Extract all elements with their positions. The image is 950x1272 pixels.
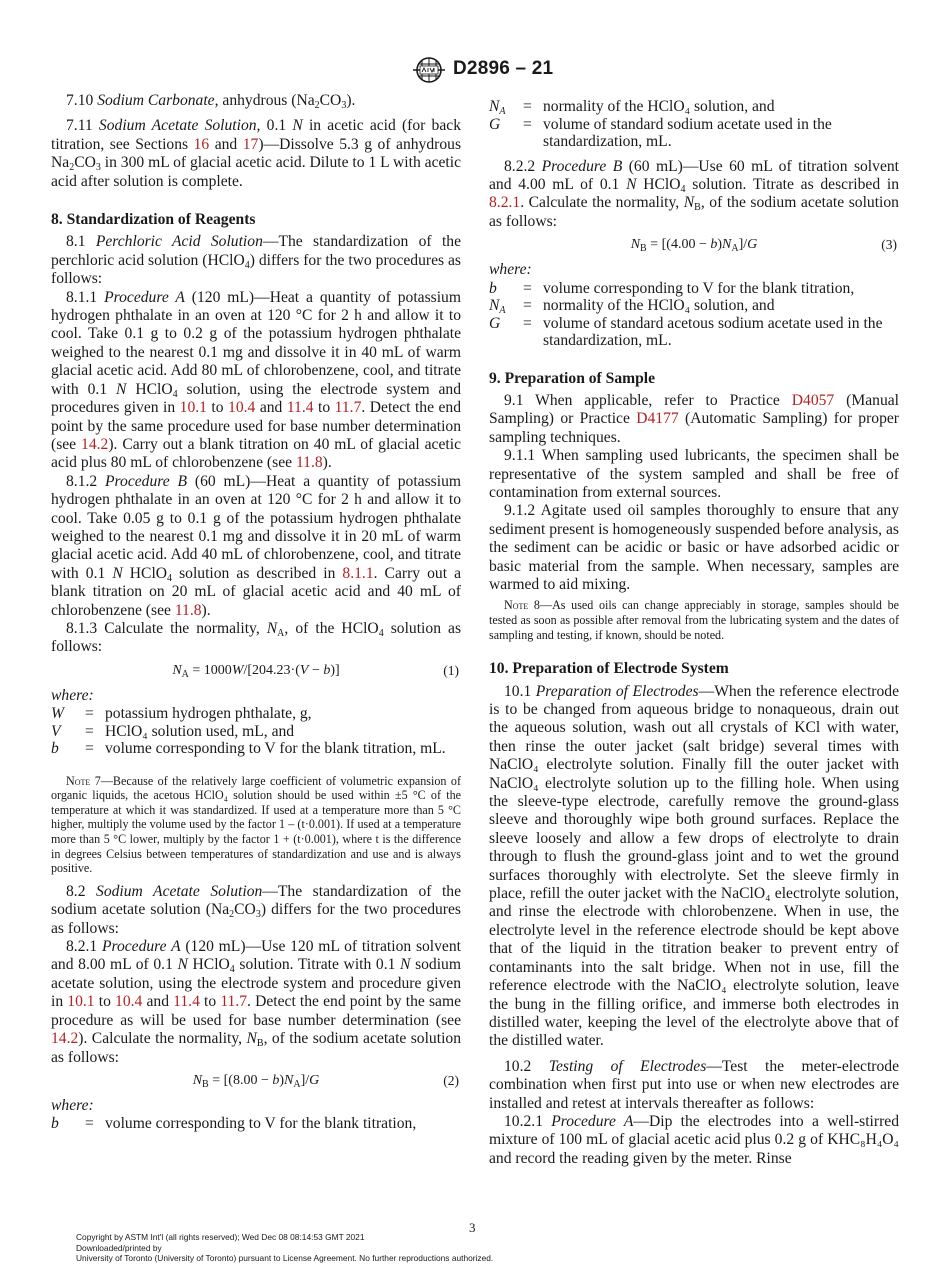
equation-1-expression: $N_A = 1000W/[204.23\cdot(V - b)]$ [172,662,340,680]
variable-list-3: b = volume corresponding to V for the blank titration, $N_A$ = normality of the HClO₄ solution, and G = volume of standard acetous sodium acetate used in the standardization, mL. [489,280,899,350]
link-d4057[interactable]: D4057 [791,391,835,409]
where-label: where: [489,261,532,279]
footer-line-3: University of Toronto (University of Toronto) pursuant to License Agreement. No further reproductions authorized. [76,1253,494,1264]
section-10-1: 10.1 Preparation of Electrodes—When the reference electrode is to be changed from aqueous bridge to nonaqueous, drain out the aqueous solution, wash out all crystals of KCl with water, then rinse the outer jacket (salt bridge) several times with NaClO₄ electrolyte solution. Finally fill the outer jacket with NaClO₄ electrolyte solution up to the filling hole. When using the sleeve-type electrode, carefully remove the ground-glass sleeve and thoroughly wipe both ground surfaces. Replace the sleeve loosely and allow a few drops of electrolyte to drain through to flush the ground-glass joint and to wet the ground surfaces thoroughly with electrolyte. Set the sleeve firmly in place, refill the outer jacket with the NaClO₄ electrolyte solution, and rinse the electrode with chlorobenzene. When in use, the electrolyte level in the reference electrode should be kept above that of the liquid in the titration beaker to prevent entry of contaminants into the salt bridge. When not in use, fill the reference electrode with the NaClO₄ electrolyte solution, leave the bung in the filling orifice, and immerse both electrodes in distilled water, keeping the level of the electrolyte above that of the distilled water. [489,682,899,1050]
equation-2-expression: $N_B = [(8.00 - b)N_A]/G$ [192,1072,320,1090]
link-section-16[interactable]: 16 [193,135,210,153]
variable-list-2: b = volume corresponding to V for the blank titration, [51,1115,461,1133]
variable-description: volume of standard sodium acetate used in the standardization, mL. [543,115,832,150]
footer-line-1: Copyright by ASTM Int'l (all rights reserved); Wed Dec 08 08:14:53 GMT 2021 [76,1232,365,1242]
heading-section-10: 10. Preparation of Electrode System [489,660,729,678]
link-11-4[interactable]: 11.4 [286,399,314,417]
page-header [0,56,950,86]
link-14-2[interactable]: 14.2 [51,1030,79,1048]
link-10-4[interactable]: 10.4 [115,993,143,1011]
variable-symbol: $N_A$ [489,297,506,317]
right-column [489,92,899,1168]
equation-2 [51,1067,461,1095]
link-11-8[interactable]: 11.8 [174,601,202,619]
link-8-1-1[interactable]: 8.1.1 [342,564,374,582]
equation-1 [51,657,461,685]
page-number: 3 [469,1220,476,1235]
link-d4177[interactable]: D4177 [636,410,679,428]
section-8-1-3: 8.1.3 Calculate the normality, $N_A$, of the HClO$_4$ solution as follows: [51,619,462,656]
link-8-2-1[interactable]: 8.2.1 [489,194,521,212]
section-9-1-1: 9.1.1 When sampling used lubricants, the specimen shall be representative of the system sampled and shall be free of contamination from external sources. [489,447,899,501]
section-8-2: 8.2 Sodium Acetate Solution—The standardization of the sodium acetate solution $(Na_2CO_3)$ differs for the two procedures as follows: [51,882,462,937]
equation-1-number: (1) [443,662,459,678]
note-8: Note 8—As used oils can change appreciably in storage, samples should be tested as soon as possible after removal from the lubricating system and the dates of sampling and testing, if known, should be noted. [489,598,900,642]
section-8-1-1: 8.1.1 Procedure A (120 mL)—Heat a quantity of potassium hydrogen phthalate in an oven at 120 °C for 2 h and allow it to cool. Take 0.1 g to 0.2 g of the potassium hydrogen phthalate weighed to the nearest 0.1 mg and dissolve it in 40 mL of warm glacial acetic acid. Add 80 mL of chlorobenzene, cool, and titrate with 0.1 N HClO$_4$ solution, using the electrode system and procedures given in 10.1 to 10.4 and 11.4 to 11.7. Detect the end point by the same procedure used for base number determination (see 14.2). Carry out a blank titration on 40 mL of glacial acetic acid plus 80 mL of chlorobenzene (see 11.8). [51,288,462,472]
where-label: where: [51,686,94,704]
variable-description: HClO₄ solution used, mL, and [105,722,295,740]
section-8-2-1: 8.2.1 Procedure A (120 mL)—Use 120 mL of titration solvent and 8.00 mL of 0.1 N HClO$_4$ solution. Titrate with 0.1 N sodium acetate solution, using the electrode system and procedure given in 10.1 to 10.4 and 11.4 to 11.7. Detect the end point by the same procedure as will be used for base number determination (see 14.2). Calculate the normality, $N_B$, of the sodium acetate solution as follows: [51,938,461,1066]
variable-description: normality of the HClO₄ solution, and [543,98,775,115]
section-9-1: 9.1 When applicable, refer to Practice D4057 (Manual Sampling) or Practice D4177 (Automatic Sampling) for proper sampling techniques. [489,391,899,446]
section-8-1: 8.1 Perchloric Acid Solution—The standardization of the perchloric acid solution (HClO$_4$) differs for the two procedures as follows: [51,233,461,288]
link-14-2[interactable]: 14.2 [81,435,109,453]
link-section-17[interactable]: 17 [242,135,259,153]
section-10-2: 10.2 Testing of Electrodes—Test the meter-electrode combination when first put into use or when new electrodes are installed and retest at intervals thereafter as follows: [489,1057,899,1112]
section-8-2-2: 8.2.2 Procedure B (60 mL)—Use 60 mL of titration solvent and 4.00 mL of 0.1 N HClO$_4$ solution. Titrate as described in 8.2.1. Calculate the normality, $N_B$, of the sodium acetate solution as follows: [489,157,900,230]
variable-description: volume corresponding to V for the blank titration, [543,279,855,297]
link-11-8[interactable]: 11.8 [295,454,323,472]
variable-description: volume corresponding to V for the blank titration, mL. [105,740,446,758]
variable-symbol: G [489,314,501,332]
section-7-10: 7.10 Sodium Carbonate, anhydrous $(Na_2CO_3)$. [66,92,356,111]
equation-2-number: (2) [443,1072,459,1088]
equation-3 [489,231,899,259]
link-10-1[interactable]: 10.1 [67,993,95,1011]
equation-3-expression: $N_B = [(4.00 - b)N_A]/G$ [630,237,758,255]
variable-description: potassium hydrogen phthalate, g, [105,705,312,723]
variable-description: volume corresponding to V for the blank titration, [105,1115,417,1133]
variable-symbol: W [51,705,64,723]
footer-line-2: Downloaded/printed by [76,1242,162,1253]
variable-description: volume of standard acetous sodium acetate used in the standardization, mL. [543,314,883,350]
equation-3-number: (3) [881,237,897,253]
link-11-4[interactable]: 11.4 [173,993,200,1011]
heading-section-8: 8. Standardization of Reagents [51,211,256,229]
variable-list-2-cont: $N_A$ = normality of the HClO₄ solution, and G = volume of standard sodium acetate used in the standardization, mL. [489,98,899,151]
standard-designation: D2896 – 21 [453,58,554,79]
link-10-1[interactable]: 10.1 [179,399,207,417]
heading-section-9: 9. Preparation of Sample [489,369,656,387]
section-10-2-1: 10.2.1 Procedure A—Dip the electrodes into a well-stirred mixture of 100 mL of glacial acetic acid plus 0.2 g of KHC₈H₄O₄ and record the reading given by the meter. Rinse [489,1112,899,1167]
variable-symbol: b [51,740,59,758]
variable-symbol: $N_A$ [489,98,506,117]
left-column [51,92,461,1133]
section-9-1-2: 9.1.2 Agitate used oil samples thoroughly to ensure that any sediment present is homogeneously suspended before analysis, as the sediment can be acidic or basic or have adsorbed acidic or basic material from the sample. When necessary, samples are warmed to aid mixing. [489,502,899,593]
variable-symbol: G [489,115,501,133]
section-8-1-2: 8.1.2 Procedure B (60 mL)—Heat a quantity of potassium hydrogen phthalate in an oven at 120 °C for 2 h and allow it to cool. Take 0.05 g to 0.1 g of the potassium hydrogen phthalate weighed to the nearest 0.1 mg and dissolve it in 20 mL of warm glacial acetic acid. Add 40 mL of chlorobenzene, cool, and titrate with 0.1 N HClO$_4$ solution as described in 8.1.1. Carry out a blank titration on 20 mL of glacial acetic acid and 40 mL of chlorobenzene (see 11.8). [51,472,462,619]
note-7: Note 7—Because of the relatively large coefficient of volumetric expansion of organic liquids, the acetous HClO₄ solution should be used within ±5 °C of the temperature at which it was standardized. If used at a temperature more than 5 °C higher, multiply the volume used by the factor 1 – (t·0.001). If used at a temperature more than 5 °C lower, multiply by the factor 1 + (t·0.001), where t is the difference in degrees Celsius between temperatures of standardization and use and is always positive. [51,773,461,876]
link-11-7[interactable]: 11.7 [334,399,362,417]
variable-symbol: b [51,1115,59,1133]
section-7-11: 7.11 Sodium Acetate Solution, 0.1 N in acetic acid (for back titration, see Sections 16 and 17)—Dissolve 5.3 g of anhydrous $Na_2CO_3$ in 300 mL of glacial acetic acid. Dilute to 1 L with acetic acid after solution is complete. [51,117,462,190]
link-10-4[interactable]: 10.4 [228,399,256,417]
link-11-7[interactable]: 11.7 [220,993,248,1011]
variable-symbol: b [489,279,497,297]
variable-list-1: W = potassium hydrogen phthalate, g, V = HClO₄ solution used, mL, and b = volume corresponding to V for the blank titration, mL. [51,705,461,758]
copyright-footer [76,1232,493,1264]
where-label: where: [51,1096,94,1114]
variable-symbol: V [51,722,61,740]
variable-description: normality of the HClO₄ solution, and [543,297,775,315]
astm-logo-icon [410,56,448,84]
